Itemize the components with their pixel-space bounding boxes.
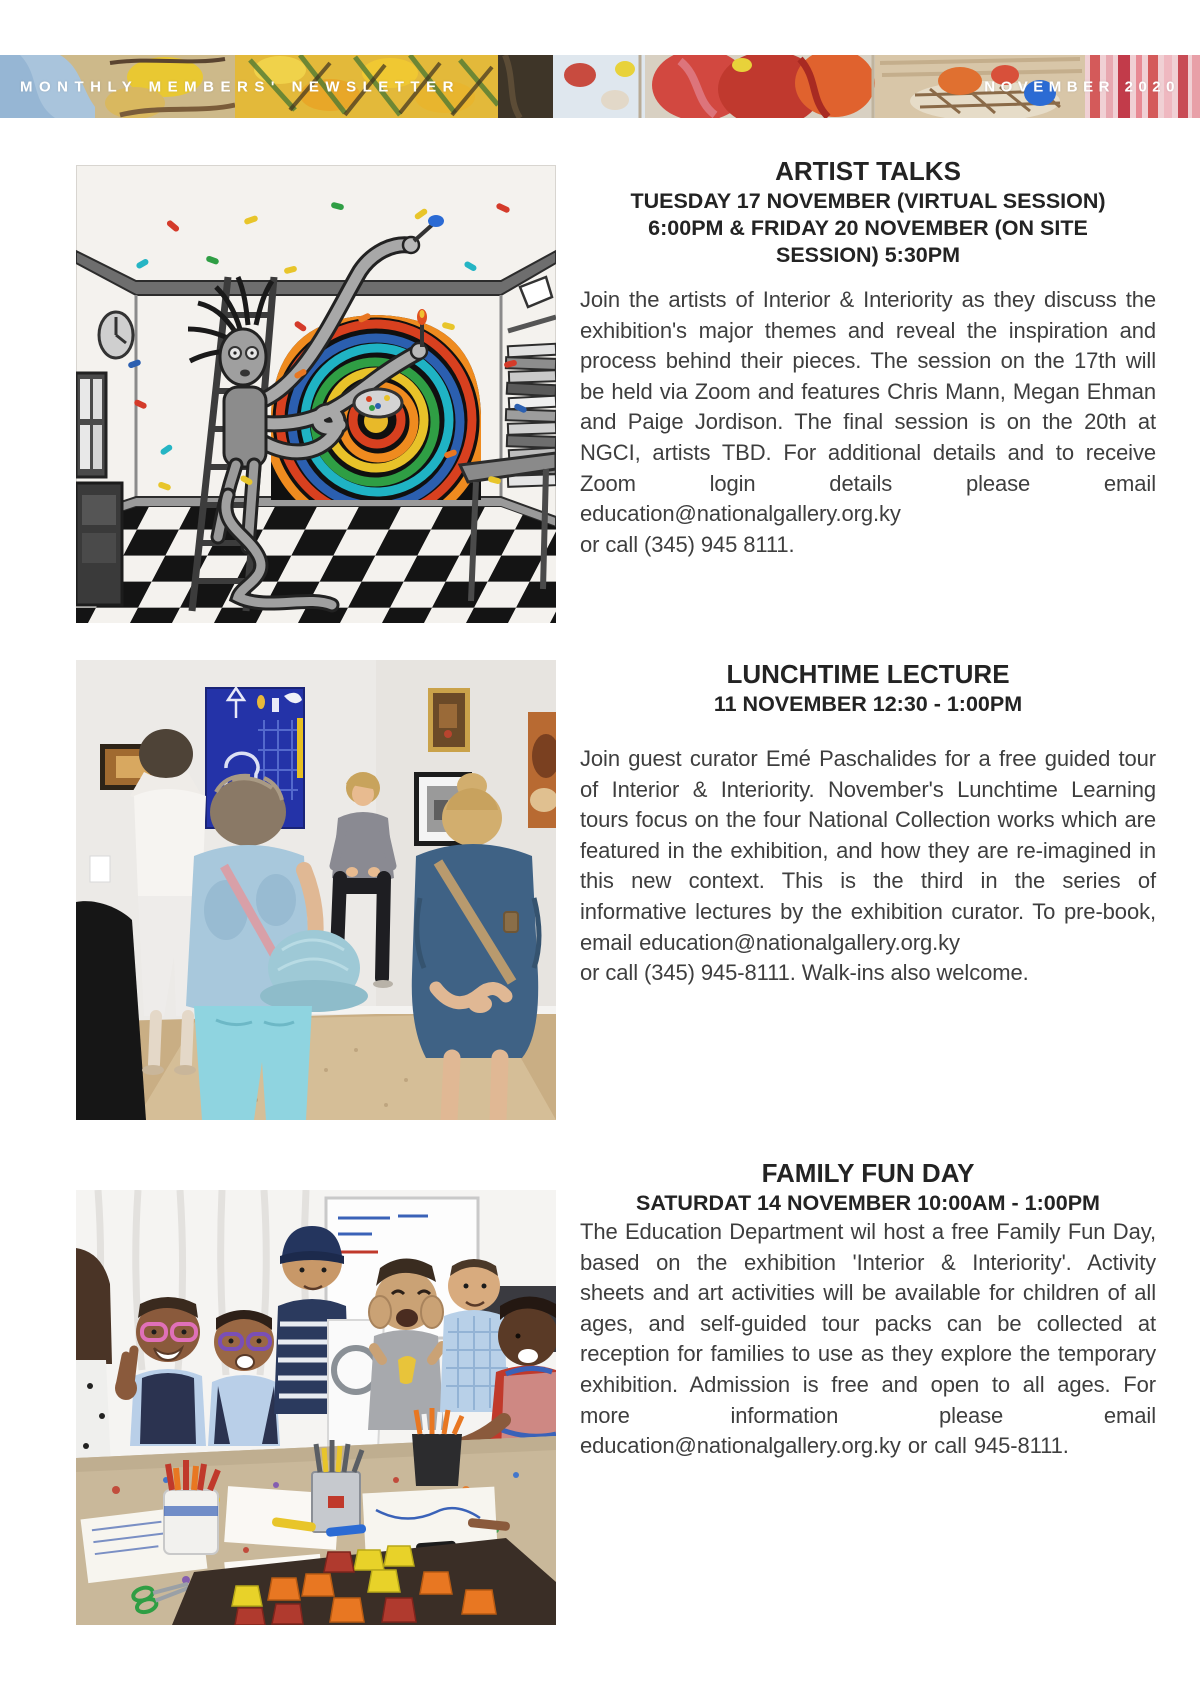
lunchtime-lecture-image	[76, 660, 556, 1120]
section-artist-talks	[580, 156, 1156, 560]
room-painting	[76, 165, 556, 623]
left-window	[76, 373, 106, 477]
section-body: Join guest curator Emé Paschalides for a free guided tour of Interior & Interiority. November's Lunchtime Learning tours focus on the four National Collection works which are featured in the exhibition, and how they are re-imagined in this new context. This is the third in the series of informative lectures by the exhibition curator. To pre-book, email education@nationalgallery.org.ky	[580, 746, 1156, 955]
artist-talks-image	[76, 165, 556, 623]
family-fun-day-image	[76, 1190, 556, 1625]
section-subtitle: SATURDAT 14 NOVEMBER 10:00AM - 1:00PM	[636, 1191, 1100, 1215]
section-subtitle: TUESDAY 17 NOVEMBER (VIRTUAL SESSION) 6:00PM & FRIDAY 20 NOVEMBER (ON SITE SESSION) 5:30PM	[630, 189, 1106, 267]
section-body: Join the artists of Interior & Interiority as they discuss the exhibition's major themes and reveal the inspiration and process behind their pieces. The session on the 17th will be held via Zoom and features Chris Mann, Megan Ehman and Paige Jordison. The final session is on the 20th at NGCI, artists TBD. For additional details and to receive Zoom login details please email education@nationalgallery.org.ky	[580, 287, 1156, 527]
section-title: FAMILY FUN DAY	[761, 1158, 975, 1188]
gallery-photo	[76, 660, 556, 1120]
cabinet	[76, 483, 122, 605]
newsletter-banner	[0, 55, 1200, 118]
section-title: LUNCHTIME LECTURE	[726, 659, 1010, 689]
wall-clock	[99, 312, 133, 358]
section-family-fun-day	[580, 1158, 1156, 1462]
section-subtitle: 11 NOVEMBER 12:30 - 1:00PM	[713, 692, 1023, 716]
banner-title: MONTHLY MEMBERS' NEWSLETTER	[20, 78, 460, 95]
section-lunchtime-lecture	[580, 659, 1156, 989]
kids-art-table-photo	[76, 1190, 556, 1625]
banner-date: NOVEMBER 2020	[984, 78, 1180, 95]
section-body-tail: or call (345) 945-8111. Walk-ins also welcome.	[580, 960, 1029, 986]
section-body: The Education Department wil host a free Family Fun Day, based on the exhibition 'Interior & Interiority'. Activity sheets and art activities will be available for children of all ages, and self-guided tour packs can be collected at reception for families to use as they explore the temporary exhibition. Admission is free and open to all ages. For more information please email education@nationalgallery.org.ky or call 945-8111.	[580, 1219, 1156, 1459]
section-title: ARTIST TALKS	[775, 156, 961, 186]
section-body-tail: or call (345) 945 8111.	[580, 531, 795, 557]
